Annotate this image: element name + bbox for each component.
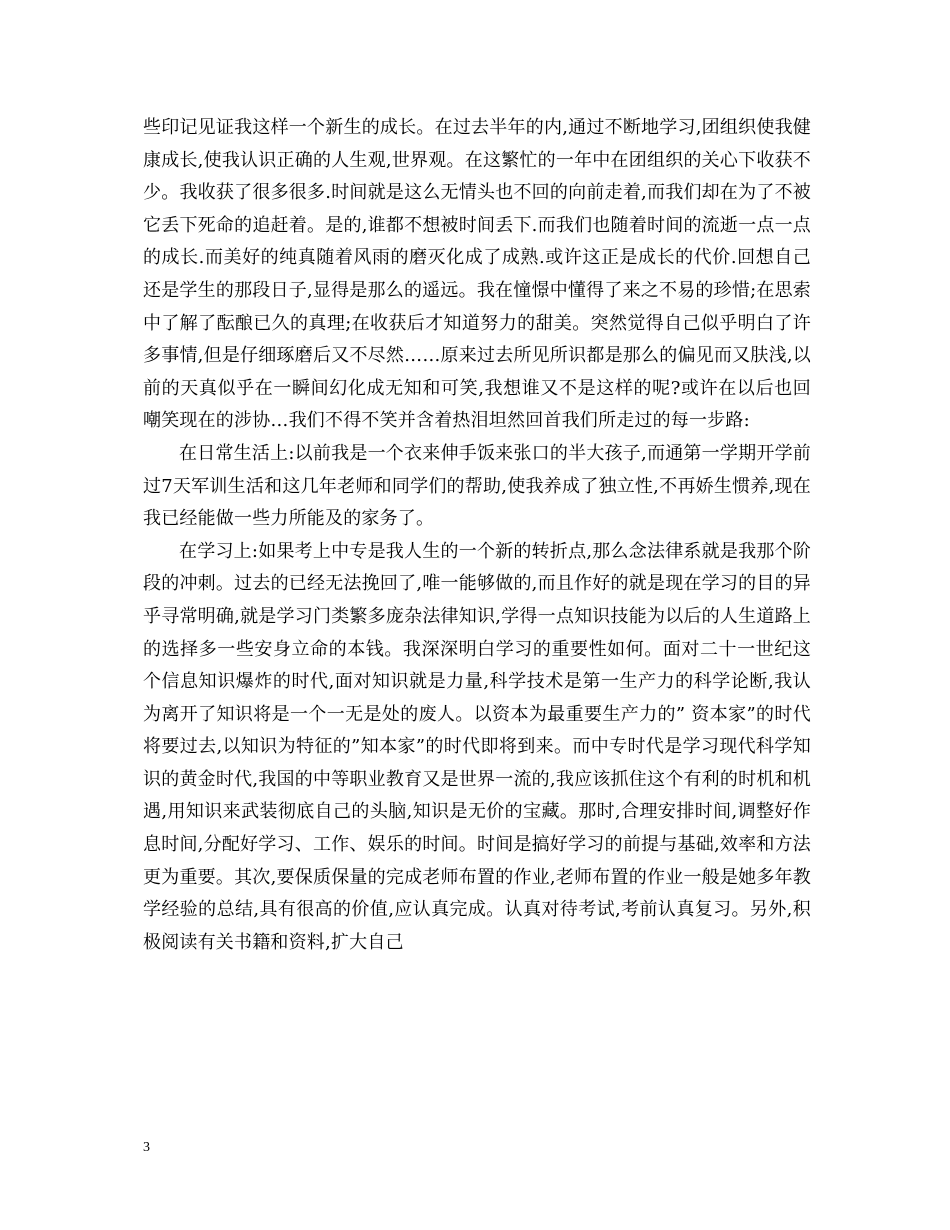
- paragraph-intro-reflection: 些印记见证我这样一个新生的成长。在过去半年的内,通过不断地学习,团组织使我健康成长,使我认识正确的人生观,世界观。在这繁忙的一年中在团组织的关心下收获不少。我收获了很多很多.时间就是这么无情头也不回的向前走着,而我们却在为了不被它丢下死命的追赶着。是的,谁都不想被时间丢下.而我们也随着时间的流逝一点一点的成长.而美好的纯真随着风雨的磨灭化成了成熟.或许这正是成长的代价.回想自己还是学生的那段日子,显得是那么的遥远。我在憧憬中懂得了来之不易的珍惜;在思索中了解了酝酿已久的真理;在收获后才知道努力的甜美。突然觉得自己似乎明白了许多事情,但是仔细琢磨后又不尽然……原来过去所见所识都是那么的偏见而又肤浅,以前的天真似乎在一瞬间幻化成无知和可笑,我想谁又不是这样的呢?或许在以后也回嘲笑现在的涉协…我们不得不笑并含着热泪坦然回首我们所走过的每一步路:: [143, 117, 811, 432]
- page-number: 3: [143, 1140, 150, 1155]
- document-body: [143, 112, 811, 959]
- paragraph-study: 在学习上:如果考上中专是我人生的一个新的转折点,那么念法律系就是我那个阶段的冲刺。过去的已经无法挽回了,唯一能够做的,而且作好的就是现在学习的目的异乎寻常明确,就是学习门类繁多庞杂法律知识,学得一点知识技能为以后的人生道路上的选择多一些安身立命的本钱。我深深明白学习的重要性如何。面对二十一世纪这个信息知识爆炸的时代,面对知识就是力量,科学技术是第一生产力的科学论断,我认为离开了知识将是一个一无是处的废人。以资本为最重要生产力的” 资本家”的时代将要过去,以知识为特征的”知本家”的时代即将到来。而中专时代是学习现代科学知识的黄金时代,我国的中等职业教育又是世界一流的,我应该抓住这个有利的时机和机遇,用知识来武装彻底自己的头脑,知识是无价的宝藏。那时,合理安排时间,调整好作息时间,分配好学习、工作、娱乐的时间。时间是搞好学习的前提与基础,效率和方法更为重要。其次,要保质保量的完成老师布置的作业,老师布置的作业一般是她多年教学经验的总结,具有很高的价值,应认真完成。认真对待考试,考前认真复习。另外,积极阅读有关书籍和资料,扩大自己: [143, 540, 811, 953]
- paragraph-daily-life: 在日常生活上:以前我是一个衣来伸手饭来张口的半大孩子,而通第一学期开学前过7天军训生活和这几年老师和同学们的帮助,使我养成了独立性,不再娇生惯养,现在我已经能做一些力所能及的家务了。: [143, 442, 811, 530]
